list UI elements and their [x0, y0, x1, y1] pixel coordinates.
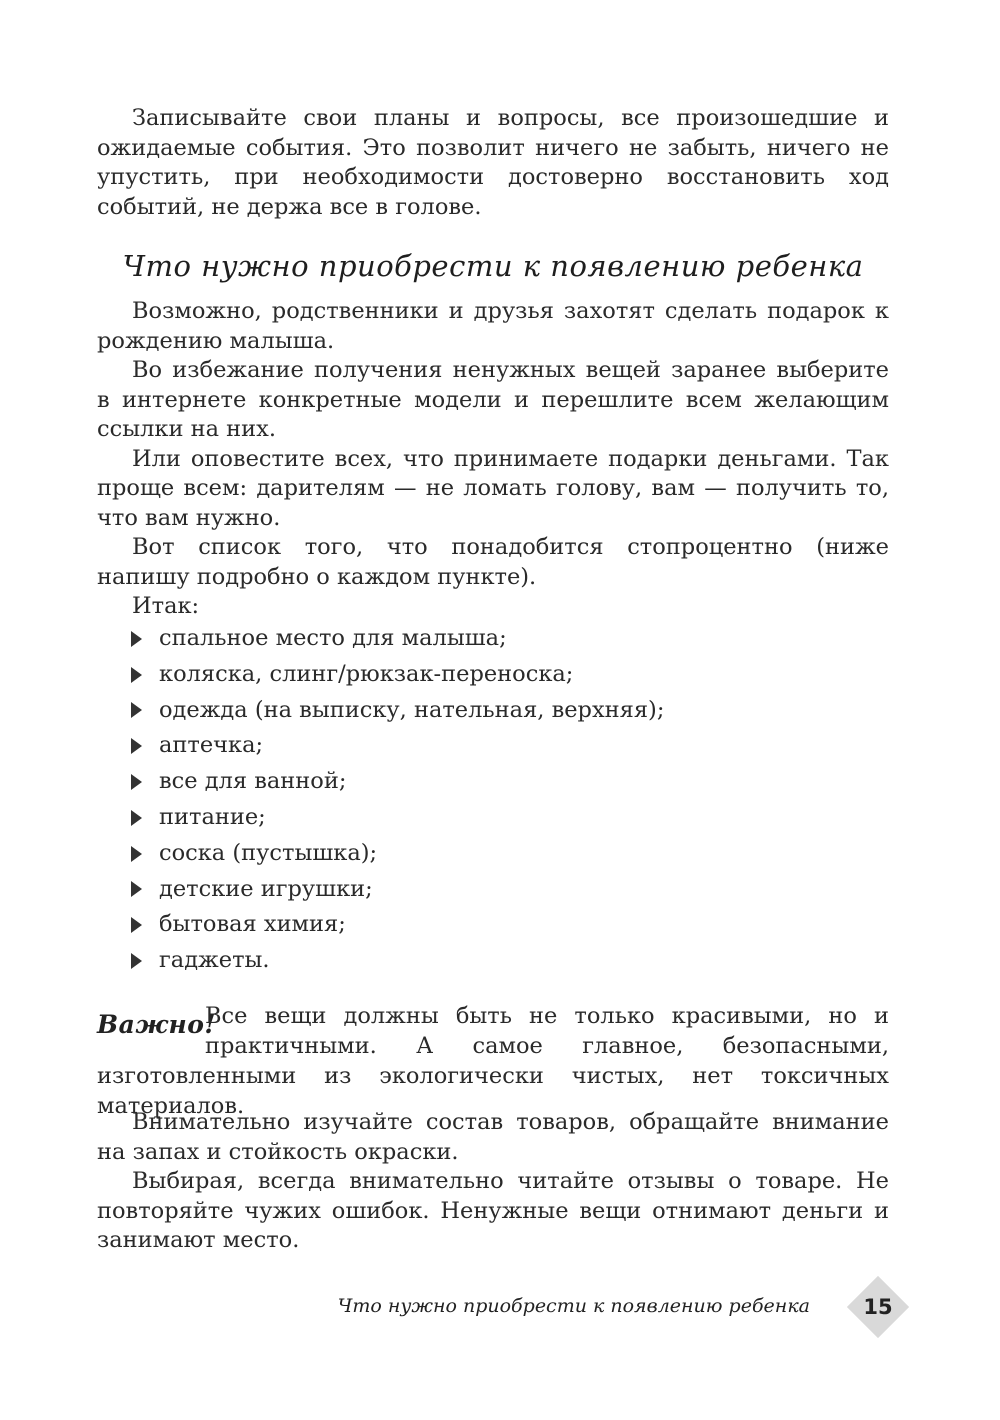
triangle-bullet-icon — [131, 917, 142, 933]
list-item-text: все для ванной; — [159, 768, 347, 795]
paragraph-3: Или оповестите всех, что принимаете подарки деньгами. Так проще всем: дарителям — не ломать голову, вам — получить то, что вам нужно. — [97, 445, 889, 531]
list-item-text: питание; — [159, 803, 266, 830]
triangle-bullet-icon — [131, 631, 142, 647]
list-item — [130, 728, 664, 764]
list-item — [130, 872, 664, 908]
paragraph-5: Итак: — [132, 593, 200, 619]
items-list — [130, 621, 664, 979]
important-text: Все вещи должны быть не только красивыми, но и практичными. А самое главное, безопасными, изготовленными из экологически чистых, нет токсичных материалов. — [97, 1003, 889, 1119]
page-number: 15 — [863, 1295, 893, 1319]
intro-text: Записывайте свои планы и вопросы, все произошедшие и ожидаемые события. Это позволит ничего не забыть, ничего не упустить, при необходимости достоверно восстановить ход событий, не держа все в голове. — [97, 105, 889, 220]
list-item-text: одежда (на выписку, нательная, верхняя); — [159, 696, 665, 723]
list-item — [130, 800, 664, 836]
body-section-2 — [97, 1108, 889, 1256]
triangle-bullet-icon — [131, 702, 142, 718]
list-item — [130, 836, 664, 872]
triangle-bullet-icon — [131, 774, 142, 790]
list-item-text: детские игрушки; — [159, 875, 373, 902]
paragraph-7: Выбирая, всегда внимательно читайте отзывы о товаре. Не повторяйте чужих ошибок. Ненужные вещи отнимают деньги и занимают место. — [97, 1168, 889, 1253]
triangle-bullet-icon — [131, 738, 142, 754]
section-heading: Что нужно приобрести к появлению ребенка — [122, 249, 864, 283]
intro-paragraph — [97, 104, 889, 222]
list-item-text: спальное место для малыша; — [159, 625, 507, 651]
paragraph-1: Возможно, родственники и друзья захотят сделать подарок к рождению малыша. — [97, 298, 889, 354]
body-section-1 — [97, 297, 889, 622]
running-footer-title: Что нужно приобрести к появлению ребенка — [337, 1295, 810, 1317]
list-item-text: соска (пустышка); — [159, 839, 378, 866]
list-item-text: бытовая химия; — [159, 911, 346, 938]
list-item — [130, 907, 664, 943]
list-item — [130, 764, 664, 800]
page-number-badge — [846, 1275, 910, 1339]
important-note — [97, 1001, 889, 1121]
triangle-bullet-icon — [131, 881, 142, 897]
triangle-bullet-icon — [131, 667, 142, 683]
triangle-bullet-icon — [131, 810, 142, 826]
list-item-text: аптечка; — [159, 732, 264, 759]
label-spacer — [97, 1001, 205, 1059]
list-item-text: гаджеты. — [159, 947, 270, 974]
paragraph-4: Вот список того, что понадобится стопроцентно (ниже напишу подробно о каждом пункте). — [97, 534, 889, 590]
list-item — [130, 621, 664, 657]
triangle-bullet-icon — [131, 953, 142, 969]
list-item-text: коляска, слинг/рюкзак-переноска; — [159, 660, 574, 687]
list-item — [130, 943, 664, 979]
paragraph-6: Внимательно изучайте состав товаров, обращайте внимание на запах и стойкость окраски. — [97, 1109, 889, 1165]
list-item — [130, 657, 664, 693]
list-item — [130, 693, 664, 729]
paragraph-2: Во избежание получения ненужных вещей заранее выберите в интернете конкретные модели и перешлите всем желающим ссылки на них. — [97, 357, 889, 442]
triangle-bullet-icon — [131, 846, 142, 862]
important-label: Важно! — [97, 1010, 216, 1039]
